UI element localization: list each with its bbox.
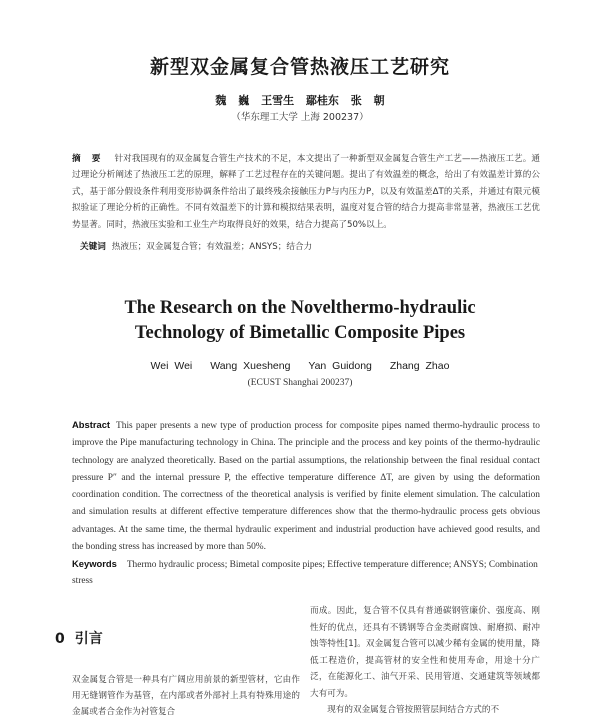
body-column-right [310, 603, 540, 719]
author-en: Zhang Zhao [389, 360, 450, 372]
affiliation-cn: （华东理工大学 上海 200237） [231, 112, 369, 123]
author-en: Wei Wei [150, 360, 193, 372]
affiliation-en: (ECUST Shanghai 200237) [247, 378, 353, 388]
body-paragraph: 现有的双金属复合管按照管层间结合方式的不 [327, 705, 500, 715]
title-cn: 新型双金属复合管热液压工艺研究 [149, 56, 450, 78]
keywords-en-text: Thermo hydraulic process; Bimetal composite pipes; Effective temperature difference; ANSYS; Combination stress [72, 560, 538, 586]
abstract-cn-text: 针对我国现有的双金属复合管生产技术的不足，本文提出了一种新型双金属复合管生产工艺——热液压工艺。通过理论分析阐述了热液压工艺的原理，解释了工艺过程存在的关键问题。提出了有效温差的概念，给出了有效温差计算的公式，基于部分假设条件利用变形协调条件给出了最终残余接触压力P与内压力P，以及有效温差ΔT的关系，并通过有限元模拟验证了理论分析的正确性。不同有效温差下的计算和模拟结果表明，温度对复合管的结合力提高非常显著，热液压工艺优势显著。同时，热液压实验和工业生产均取得良好的效果，结合力提高了50%以上。 [72, 154, 540, 230]
section-title: 引言 [74, 631, 103, 647]
keywords-en-label: Keywords [72, 558, 117, 569]
title-en-line1: The Research on the Novelthermo-hydraulic [124, 298, 476, 318]
keywords-cn-label: 关键词 [80, 242, 106, 252]
abstract-cn-label: 摘 要 [72, 154, 105, 164]
title-en [0, 296, 600, 346]
author-en: Wang Xuesheng [210, 360, 291, 372]
keywords-cn [80, 240, 540, 252]
title-en-line2: Technology of Bimetallic Composite Pipes [134, 323, 466, 343]
abstract-en-text: This paper presents a new type of production process for composite pipes named thermo-hydraulic process to improve the Pipe manufacturing technology in China. The principle and the process and key points of the thermo-hydraulic technology are analyzed theoretically. Based on the partial assumptions, the relationship between the final residual contact pressure P″ and the internal pressure P, the effective temperature difference ΔT, are given by using the deformation coordination condition. The correctness of the theoretical analysis is verified by finite element simulation. The calculation and simulation results at different effective temperature differences show that the thermo-hydraulic process gets obvious advantages. At the same time, the thermal hydraulic experiment and industrial production have achieved good results, and the bonding stress has increased by more than 50%. [72, 421, 540, 553]
authors-cn: 魏 巍 王雪生 鄢桂东 张 朝 [215, 94, 385, 107]
keywords-cn-text: 热液压；双金属复合管；有效温差；ANSYS；结合力 [111, 242, 313, 252]
section-heading [55, 628, 103, 648]
body-column-left: 双金属复合管是一种具有广阔应用前景的新型管材，它由作用无缝钢管作为基管，在内部或者外部衬上具有特殊用途的金属或者合金作为衬管复合 [72, 675, 300, 717]
abstract-en [72, 416, 540, 556]
section-number: 0 [55, 631, 65, 647]
author-en: Yan Guidong [308, 360, 372, 372]
abstract-cn [72, 151, 540, 233]
authors-en [0, 360, 600, 372]
abstract-en-label: Abstract [72, 419, 111, 430]
keywords-en [72, 556, 540, 589]
body-paragraph: 而成。因此，复合管不仅具有普通碳钢管廉价、强度高、刚性好的优点，还具有不锈钢等合金类耐腐蚀、耐磨损、耐冲蚀等特性[1]。双金属复合管可以减少稀有金属的使用量，降低工程造价，提高管材的安全性和使用寿命，用途十分广泛，在能源化工、油气开采、民用管道、交通建筑等领域都大有可为。 [310, 606, 540, 699]
